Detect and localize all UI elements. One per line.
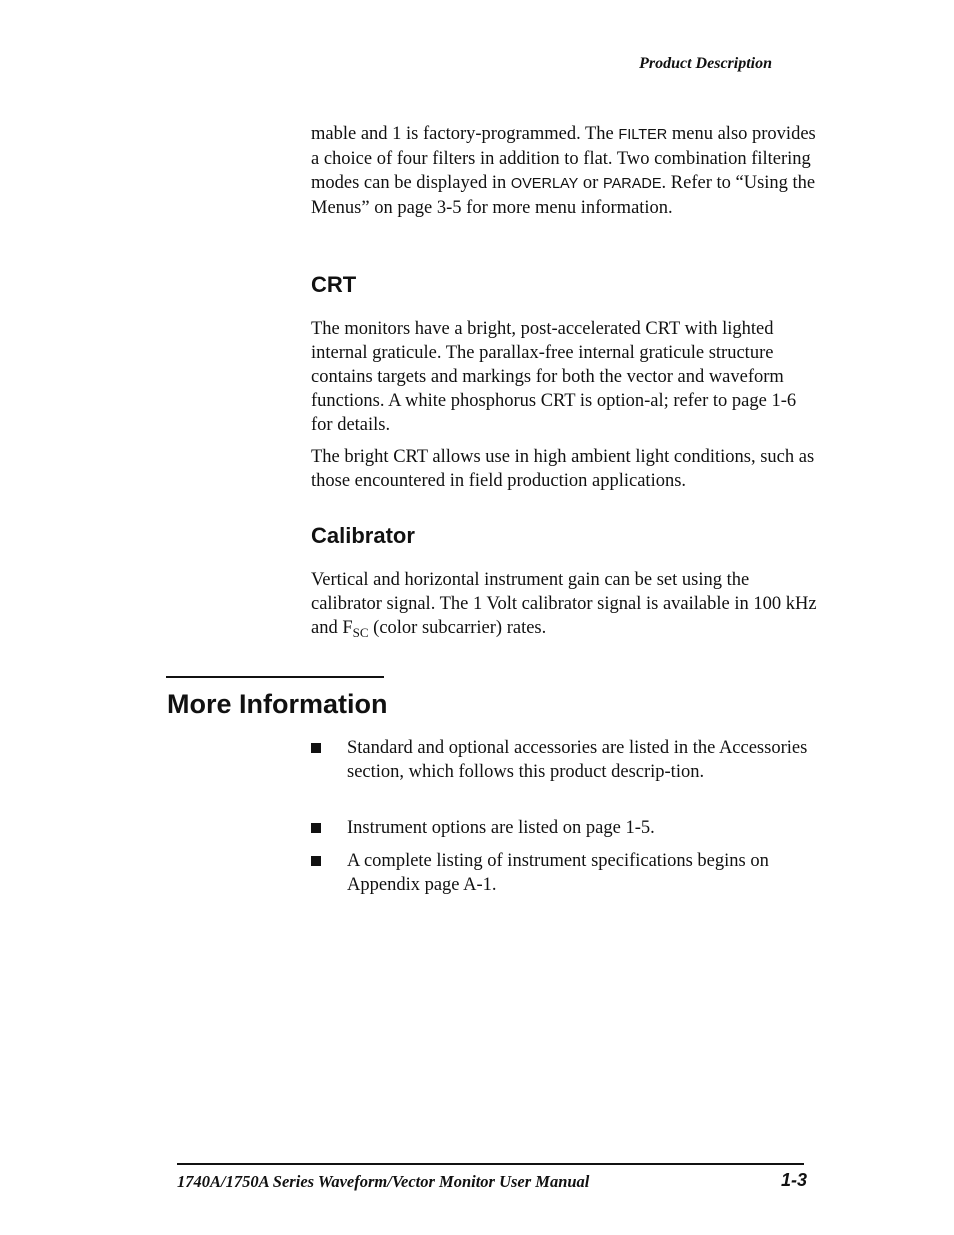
intro-text-4: . Refer to “Using the Menus” on page 3-5 for more menu information. <box>311 173 816 218</box>
crt-heading: CRT <box>311 272 357 297</box>
crt-body <box>311 317 821 493</box>
crt-paragraph-1: The monitors have a bright, post-accelerated CRT with lighted internal graticule. The parallax-free internal graticule structure contains targets and markings for both the vector and waveform functions. A white phosphorus CRT is option-al; refer to page 1-6 for details. <box>311 319 797 435</box>
list-item <box>311 816 821 840</box>
footer-manual-title: 1740A/1750A Series Waveform/Vector Monitor User Manual <box>177 1172 590 1191</box>
calibrator-body <box>311 568 821 645</box>
footer-rule <box>177 1163 804 1165</box>
calibrator-text-1: Vertical and horizontal instrument gain can be set using the calibrator signal. The 1 Volt calibrator signal is available in 100 kHz and F <box>311 570 817 638</box>
intro-paragraph-block <box>311 122 821 220</box>
list-item-text: Instrument options are listed on page 1-5. <box>347 818 655 838</box>
filter-menu-name: FILTER <box>618 127 668 143</box>
intro-paragraph <box>311 122 821 220</box>
overlay-mode-name: OVERLAY <box>510 176 579 192</box>
parade-mode-name: PARADE <box>602 176 662 192</box>
list-item-text: A complete listing of instrument specifications begins on Appendix page A-1. <box>347 851 769 895</box>
running-header: Product Description <box>639 55 772 72</box>
fsc-subscript: SC <box>352 625 369 640</box>
square-bullet-icon <box>311 823 321 833</box>
list-item <box>311 736 821 784</box>
calibrator-section <box>311 523 821 549</box>
intro-text-2: menu also provides a choice of four filters in addition to flat. Two combination filtering modes can be displayed in <box>311 124 816 193</box>
crt-section <box>311 272 821 298</box>
square-bullet-icon <box>311 743 321 753</box>
calibrator-heading: Calibrator <box>311 523 415 548</box>
intro-text-1: mable and 1 is factory-programmed. The <box>311 124 619 144</box>
section-rule <box>166 676 384 678</box>
intro-text-3: or <box>578 173 603 193</box>
more-information-heading: More Information <box>167 689 388 719</box>
list-item <box>311 849 821 897</box>
calibrator-text-2: (color subcarrier) rates. <box>368 618 547 638</box>
list-item-text: Standard and optional accessories are listed in the Accessories section, which follows this product descrip-tion. <box>347 738 808 782</box>
calibrator-paragraph <box>311 568 821 645</box>
crt-paragraph-2: The bright CRT allows use in high ambient light conditions, such as those encountered in field production applications. <box>311 447 815 491</box>
page-number: 1-3 <box>780 1170 807 1190</box>
square-bullet-icon <box>311 856 321 866</box>
